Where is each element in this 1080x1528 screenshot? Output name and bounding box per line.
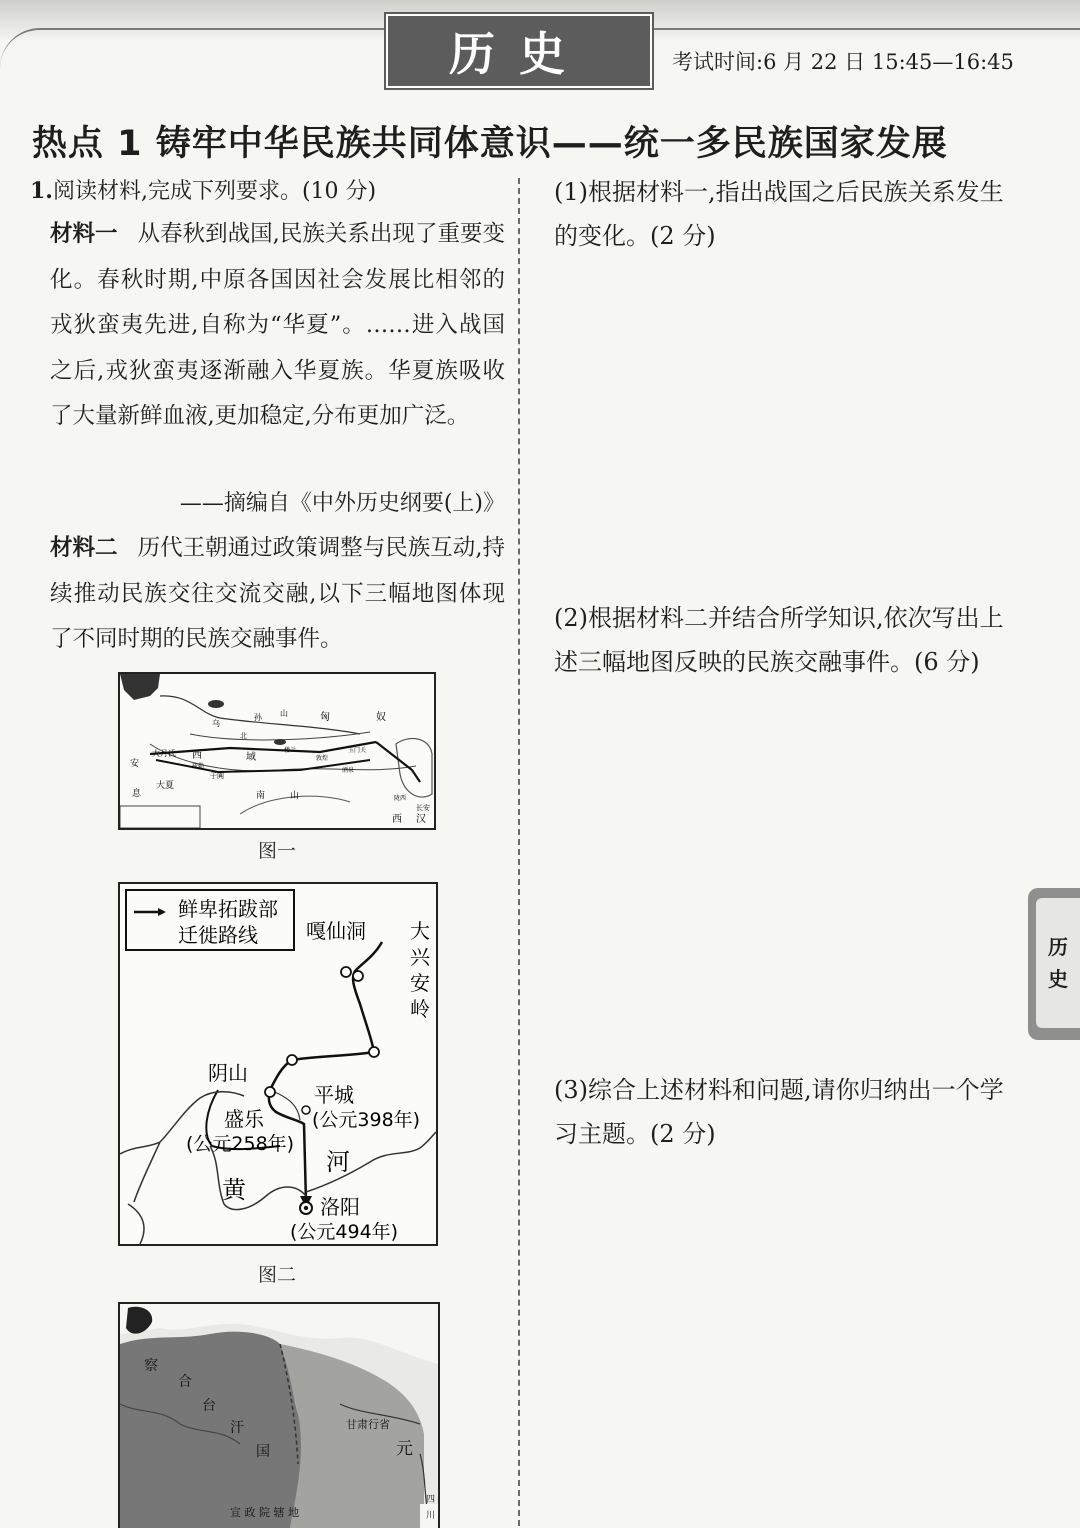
map-two-label-daxing-4: 岭 — [410, 997, 430, 1021]
map-one-label-sun: 孙 — [254, 713, 262, 722]
map-three-label-yuan: 元 — [396, 1439, 413, 1459]
map-three-label-xuanzhengyuan: 宣 政 院 辖 地 — [230, 1506, 299, 1519]
map-two-label-luoyang-year: (公元494年) — [290, 1221, 399, 1243]
sub-question-2: (2)根据材料二并结合所学知识,依次写出上述三幅地图反映的民族交融事件。(6 分) — [554, 604, 1004, 676]
material-one — [50, 212, 505, 440]
map-three-drawing — [120, 1304, 438, 1528]
map-one-label-shule: 疏勒 — [192, 763, 205, 770]
map-three-label-guo: 国 — [256, 1444, 270, 1460]
map-one-label-daxia: 大夏 — [156, 781, 175, 791]
question-prompt: 阅读材料,完成下列要求。(10 分) — [52, 179, 377, 204]
map-one-label-han: 汉 — [416, 814, 426, 825]
map-three-label-chuan: 川 — [426, 1511, 436, 1521]
map-two-label-gaxiandong: 嘎仙洞 — [306, 919, 366, 943]
map-two-drawing — [120, 884, 436, 1244]
subject-banner: 历史 — [386, 14, 652, 88]
question-number: 1. — [30, 178, 53, 204]
map-one-label-xi: 西 — [192, 750, 202, 761]
map-two-label-shengle: 盛乐 — [224, 1107, 264, 1131]
map-two-legend-line2: 迁徙路线 — [178, 923, 258, 947]
map-two-label-pingcheng-year: (公元398年) — [312, 1109, 421, 1131]
map-one-label-xi2: 息 — [132, 789, 142, 799]
exam-time: 考试时间:6 月 22 日 15:45—16:45 — [672, 50, 1014, 74]
map-one-label-bei: 北 — [240, 732, 247, 740]
question-header — [30, 174, 376, 205]
material-two-label: 材料二 — [50, 535, 118, 561]
map-two-label-pingcheng: 平城 — [314, 1083, 354, 1107]
map-three-label-he: 合 — [178, 1374, 192, 1390]
map-two-label-yinshan: 阴山 — [208, 1061, 248, 1085]
map-three-label-gansu: 甘肃行省 — [346, 1418, 390, 1431]
map-three-label-cha: 察 — [144, 1358, 158, 1374]
map-three — [118, 1302, 440, 1528]
map-two-legend-line1: 鲜卑拓跋部 — [178, 897, 278, 921]
map-two-label-huang: 黄 — [222, 1176, 246, 1204]
material-two-text: 历代王朝通过政策调整与民族互动,持续推动民族交往交流交融,以下三幅地图体现了不同时期的民族交融事件。 — [50, 535, 505, 652]
map-one-caption: 图一 — [258, 840, 297, 862]
map-one-label-xi3: 西 — [392, 814, 402, 825]
map-one-label-dunhuang: 敦煌 — [316, 755, 329, 762]
map-two-label-daxing-2: 兴 — [410, 945, 430, 969]
material-one-text: 从春秋到战国,民族关系出现了重要变化。春秋时期,中原各国因社会发展比相邻的戎狄蛮夷先进,自称为“华夏”。……进入战国之后,戎狄蛮夷逐渐融入华夏族。华夏族吸收了大量新鲜血液,更加稳定,分布更加广泛。 — [50, 221, 505, 429]
map-one — [118, 672, 436, 830]
map-one-label-shan1: 山 — [280, 709, 288, 718]
side-tab-char-2: 史 — [1048, 967, 1068, 991]
map-one-label-yu: 域 — [246, 752, 256, 763]
map-one-label-changan: 长安 — [416, 804, 430, 812]
material-two — [50, 526, 505, 663]
column-divider — [518, 178, 520, 1526]
map-two — [118, 882, 438, 1246]
map-two-label-daxing-3: 安 — [410, 971, 430, 995]
map-two-label-he: 河 — [326, 1148, 350, 1176]
map-one-label-nu: 奴 — [376, 712, 386, 723]
map-one-label-wu: 乌 — [212, 719, 220, 728]
map-two-label-daxing-1: 大 — [410, 919, 430, 943]
map-two-label-shengle-year: (公元258年) — [186, 1133, 295, 1155]
map-one-drawing — [120, 674, 434, 828]
map-two-caption: 图二 — [258, 1264, 297, 1286]
map-three-label-tai: 台 — [202, 1398, 216, 1414]
sub-question-3: (3)综合上述材料和问题,请你归纳出一个学习主题。(2 分) — [554, 1076, 1004, 1148]
material-one-label: 材料一 — [50, 221, 118, 247]
sub-question-1: (1)根据材料一,指出战国之后民族关系发生的变化。(2 分) — [554, 178, 1004, 250]
map-three-label-si: 四 — [426, 1495, 436, 1505]
map-one-label-shan2: 山 — [290, 791, 300, 801]
map-one-label-an: 安 — [130, 759, 140, 769]
map-one-label-xiongnu: 匈 — [320, 712, 330, 723]
map-one-label-jiuquan: 酒泉 — [342, 767, 355, 774]
map-three-label-han: 汗 — [230, 1420, 244, 1436]
map-two-label-luoyang: 洛阳 — [320, 1195, 360, 1219]
material-one-source: ——摘编自《中外历史纲要(上)》 — [179, 491, 505, 516]
side-tab-char-1: 历 — [1048, 935, 1068, 959]
hotspot-title: 热点 1 铸牢中华民族共同体意识——统一多民族国家发展 — [32, 124, 948, 164]
map-one-label-dayuezhi: 大月氏 — [152, 749, 176, 758]
map-one-label-yutian: 于阗 — [210, 772, 224, 780]
map-one-label-nan: 南 — [256, 791, 266, 801]
map-one-label-longxi: 陇西 — [394, 795, 407, 802]
map-one-label-yumenguan: 玉门关 — [348, 747, 367, 754]
map-one-label-loulan: 楼兰 — [284, 747, 297, 754]
side-tab — [1028, 888, 1080, 1040]
